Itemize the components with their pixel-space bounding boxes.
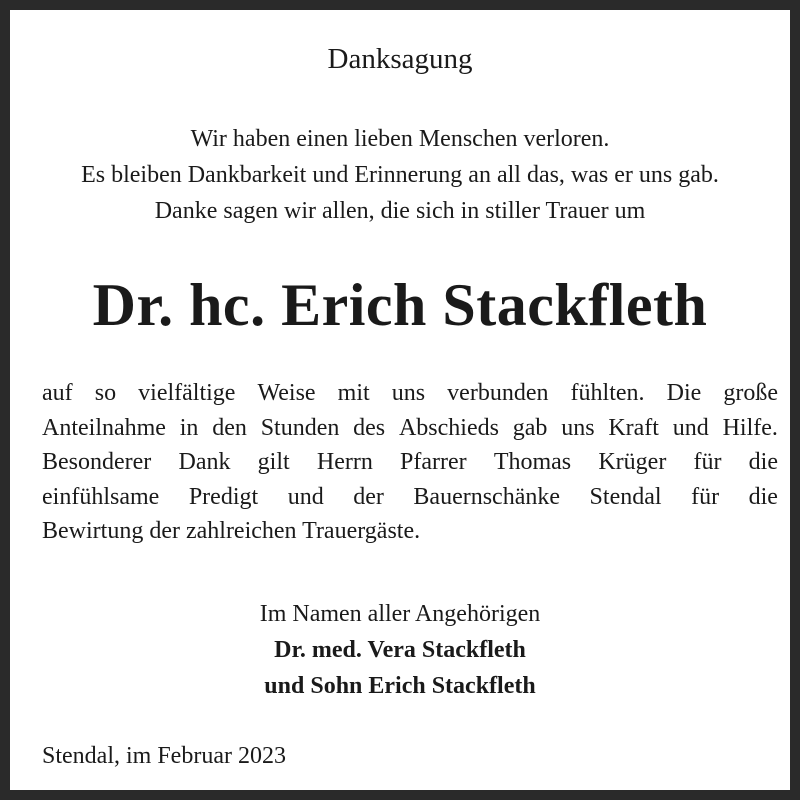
intro-line: Danke sagen wir allen, die sich in stiller Trauer um xyxy=(154,198,646,224)
body-word: Anteilnahme xyxy=(42,414,166,441)
body-word: fühlten. xyxy=(570,380,645,406)
body-word: uns xyxy=(561,414,595,441)
signature-line: Im Namen aller Angehörigen xyxy=(259,601,541,627)
body-word: Bewirtung der zahlreichen Trauergäste. xyxy=(42,518,421,544)
body-word: der xyxy=(353,483,384,510)
place-date: Stendal, im Februar 2023 xyxy=(42,743,286,769)
body-word: einfühlsame xyxy=(42,483,160,510)
signature-block xyxy=(10,596,790,704)
body-line xyxy=(42,480,778,515)
body-word: Hilfe. xyxy=(722,414,778,441)
body-line xyxy=(42,376,778,411)
body-word: Krüger xyxy=(598,449,667,475)
body-word: Dank xyxy=(178,449,231,475)
body-word: die xyxy=(748,483,778,510)
body-word: Weise xyxy=(257,380,316,406)
body-word: verbunden xyxy=(447,380,549,406)
intro-text xyxy=(30,121,770,229)
body-word: große xyxy=(723,380,778,406)
body-word: gab xyxy=(512,414,548,441)
body-word: Besonderer xyxy=(42,449,152,475)
body-line xyxy=(42,445,778,480)
body-word: des xyxy=(353,414,386,441)
body-word: Pfarrer xyxy=(400,449,467,475)
body-word: und xyxy=(287,483,324,510)
body-word: für xyxy=(693,449,722,475)
body-word: den xyxy=(212,414,247,441)
body-word: gilt xyxy=(257,449,290,475)
body-word: Abschieds xyxy=(398,414,499,441)
signature-name: Dr. med. Vera Stackfleth xyxy=(274,637,526,663)
body-word: uns xyxy=(391,380,426,406)
intro-line: Wir haben einen lieben Menschen verloren. xyxy=(190,126,610,152)
intro-line: Es bleiben Dankbarkeit und Erinnerung an all das, was er uns gab. xyxy=(81,162,719,188)
body-word: mit xyxy=(337,380,370,406)
body-word: Bauernschänke xyxy=(413,483,561,510)
body-paragraph xyxy=(42,376,778,549)
body-word: auf xyxy=(42,380,73,406)
body-word: vielfältige xyxy=(138,380,236,406)
body-word: Die xyxy=(666,380,702,406)
body-word: Stendal xyxy=(589,483,662,510)
body-word: für xyxy=(691,483,720,510)
signature-name: und Sohn Erich Stackfleth xyxy=(264,673,536,699)
body-word: so xyxy=(94,380,117,406)
body-word: die xyxy=(748,449,778,475)
deceased-name: Dr. hc. Erich Stackfleth xyxy=(92,272,708,338)
body-word: Stunden xyxy=(260,414,340,441)
body-word: Kraft xyxy=(608,414,659,441)
body-line xyxy=(42,514,778,549)
body-word: und xyxy=(672,414,709,441)
body-word: Predigt xyxy=(188,483,259,510)
body-line xyxy=(42,411,778,446)
body-word: Herrn xyxy=(316,449,373,475)
body-word: in xyxy=(179,414,199,441)
notice-heading: Danksagung xyxy=(327,43,473,75)
body-word: Thomas xyxy=(493,449,572,475)
